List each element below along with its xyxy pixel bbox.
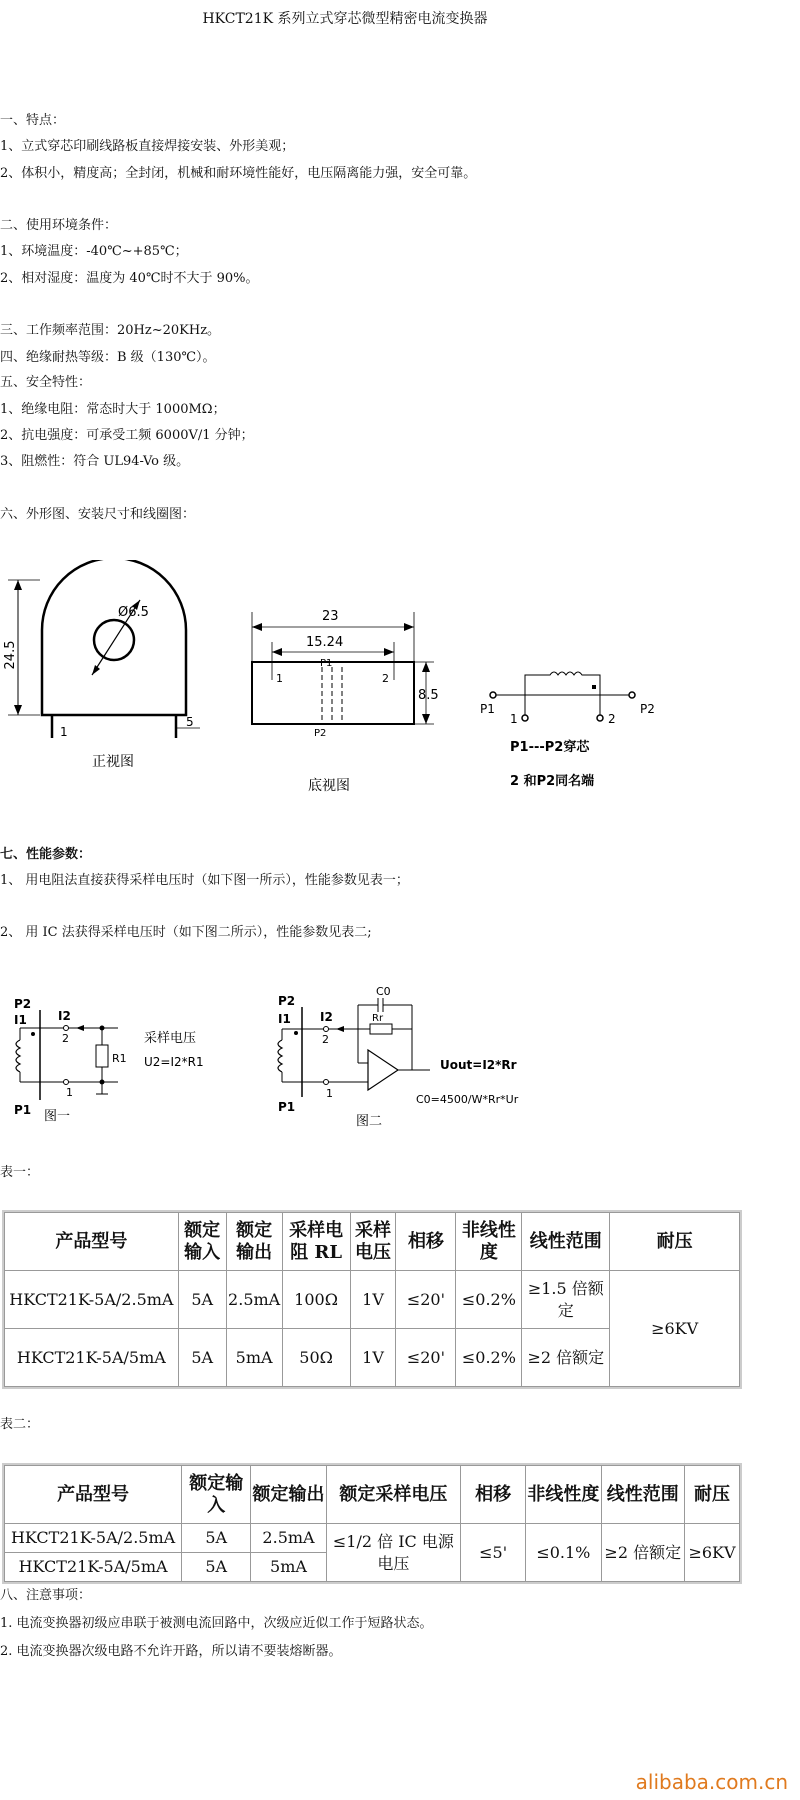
front-dia-dim: Ø6.5 [118,605,149,620]
c2-i2-label: I2 [320,1010,333,1024]
bottom-view-drawing [240,572,440,792]
bottom-view-caption: 底视图 [308,778,350,792]
table-caption: 表二： [0,1417,40,1432]
c2-caption: 图二 [356,1114,383,1129]
t2-cell: HKCT21K-5A/2.5mA [5,1524,182,1553]
bottom-width-dim: 23 [322,609,339,624]
t2-header: 产品型号 [5,1466,182,1524]
t1-header: 产品型号 [5,1213,179,1271]
t1-cell: 5A [178,1329,226,1387]
c1-label-2: U2=I2*R1 [144,1055,204,1069]
t2-cell: HKCT21K-5A/5mA [5,1553,182,1582]
t2-cell: 5A [182,1524,251,1553]
text-line: 1、绝缘电阻：常态时大于 1000MΩ； [0,402,226,417]
t2-header: 耐压 [684,1466,739,1524]
t1-header: 相移 [396,1213,456,1271]
t2-header: 额定采样电压 [326,1466,460,1524]
bottom-pitch-dim: 15.24 [306,635,344,650]
t2-header: 额定输出 [251,1466,326,1524]
t2-header: 线性范围 [601,1466,684,1524]
c1-p2-label: P2 [14,997,32,1011]
c2-p1-label: P1 [278,1100,296,1114]
c2-n2-label: 2 [322,1033,329,1046]
text-line: 2、体积小，精度高；全封闭，机械和耐环境性能好，电压隔离能力强，安全可靠。 [0,166,477,181]
t1-cell: ≥1.5 倍额定 [522,1271,610,1329]
doc-title: HKCT21K 系列立式穿芯微型精密电流变换器 [202,11,488,27]
t1-cell: 1V [350,1271,396,1329]
coil-p2-label: P2 [640,702,655,716]
c1-n1-label: 1 [66,1086,73,1099]
t1-header: 非线性度 [456,1213,522,1271]
text-line: 1、 用电阻法直接获得采样电压时（如下图一所示），性能参数见表一； [0,873,409,888]
t2-merged-cell: ≤1/2 倍 IC 电源电压 [326,1524,460,1582]
text-line: 1、立式穿芯印刷线路板直接焊接安装、外形美观； [0,139,295,154]
text-line: 2、相对湿度：温度为 40℃时不大于 90%。 [0,271,259,286]
c1-label-1: 采样电压 [144,1031,197,1046]
t2-merged-cell: ≥6KV [684,1524,739,1582]
t2-merged-cell: ≤0.1% [526,1524,601,1582]
t2-cell: 5mA [251,1553,326,1582]
c2-formula-label: C0=4500/W*Rr*Ur [416,1093,519,1106]
c1-p1-label: P1 [14,1103,32,1117]
t1-header: 耐压 [610,1213,740,1271]
bottom-p2-label: P2 [314,728,327,739]
coil-note-2: 2 和P2同名端 [510,774,595,789]
t1-cell: ≤0.2% [456,1271,522,1329]
text-line: 2、 用 IC 法获得采样电压时（如下图二所示），性能参数见表二; [0,925,372,940]
section-heading: 三、工作频率范围：20Hz~20KHz。 [0,323,221,338]
t2-header: 额定输入 [182,1466,251,1524]
circuit-diagram-1 [0,990,240,1140]
t1-cell: HKCT21K-5A/5mA [5,1329,179,1387]
text-line: 3、阻燃性：符合 UL94-Vo 级。 [0,454,190,469]
t1-cell: 5A [178,1271,226,1329]
coil-note-1: P1---P2穿芯 [510,740,590,755]
t1-header: 采样电压 [350,1213,396,1271]
front-view-drawing [0,560,200,800]
front-height-dim: 24.5 [3,640,18,670]
section-heading: 一、特点： [0,113,66,128]
c2-rr-label: Rr [372,1013,384,1024]
t1-cell: ≤20' [396,1329,456,1387]
watermark: alibaba.com.cn [635,1770,788,1794]
t1-withstand-cell: ≥6KV [610,1271,740,1387]
c1-caption: 图一 [44,1109,71,1124]
section-heading: 五、安全特性： [0,375,92,390]
text-line: 2、抗电强度：可承受工频 6000V/1 分钟； [0,428,254,443]
coil-pin1-label: 1 [510,712,518,726]
t1-header: 额定输出 [226,1213,282,1271]
t1-header: 额定输入 [178,1213,226,1271]
coil-diagram [470,655,670,805]
t2-cell: 2.5mA [251,1524,326,1553]
table-caption: 表一： [0,1165,40,1180]
t2-header: 相移 [461,1466,526,1524]
section-heading: 七、性能参数： [0,847,92,862]
t2-header: 非线性度 [526,1466,601,1524]
t1-cell: 2.5mA [226,1271,282,1329]
c1-rl-label: R1 [112,1052,127,1065]
t1-cell: 5mA [226,1329,282,1387]
bottom-pin2-label: 2 [382,672,389,685]
text-line: 2. 电流变换器次级电路不允许开路，所以请不要装熔断器。 [0,1644,342,1659]
section-heading: 二、使用环境条件： [0,218,118,233]
c2-co-label: C0 [376,985,391,998]
c2-p2-label: P2 [278,994,296,1008]
t2-cell: 5A [182,1553,251,1582]
text-line: 1. 电流变换器初级应串联于被测电流回路中，次级应近似工作于短路状态。 [0,1616,433,1631]
c2-vout-label: Uout=I2*Rr [440,1058,517,1072]
t1-cell: 1V [350,1329,396,1387]
front-view-caption: 正视图 [92,754,134,770]
c1-i2-label: I2 [58,1009,71,1023]
section-heading: 四、绝缘耐热等级：B 级（130℃）。 [0,350,216,365]
performance-table-2 [4,1465,740,1582]
section-heading: 八、注意事项： [0,1588,92,1603]
t1-cell: ≤0.2% [456,1329,522,1387]
t1-cell: ≥2 倍额定 [522,1329,610,1387]
t1-cell: ≤20' [396,1271,456,1329]
t2-merged-cell: ≤5' [461,1524,526,1582]
circuit-diagram-2 [270,985,560,1135]
c1-n2-label: 2 [62,1032,69,1045]
bottom-pin1-label: 1 [276,672,283,685]
bottom-p1-label: P1 [320,658,333,669]
text-line: 1、环境温度：-40℃~+85℃； [0,244,188,259]
front-pin-label: 1 [60,725,68,739]
t1-cell: 50Ω [282,1329,350,1387]
coil-pin2-label: 2 [608,712,616,726]
t2-merged-cell: ≥2 倍额定 [601,1524,684,1582]
c2-i1-label: I1 [278,1012,291,1026]
t1-cell: HKCT21K-5A/2.5mA [5,1271,179,1329]
front-pin-dim: 5 [186,715,194,729]
c2-n1-label: 1 [326,1087,333,1100]
performance-table-1 [4,1212,740,1387]
t1-header: 线性范围 [522,1213,610,1271]
section-heading: 六、外形图、安装尺寸和线圈图： [0,507,196,522]
coil-p1-label: P1 [480,702,495,716]
bottom-side-dim: 8.5 [418,688,439,703]
t1-cell: 100Ω [282,1271,350,1329]
t1-header: 采样电阻 RL [282,1213,350,1271]
c1-i1-label: I1 [14,1013,27,1027]
